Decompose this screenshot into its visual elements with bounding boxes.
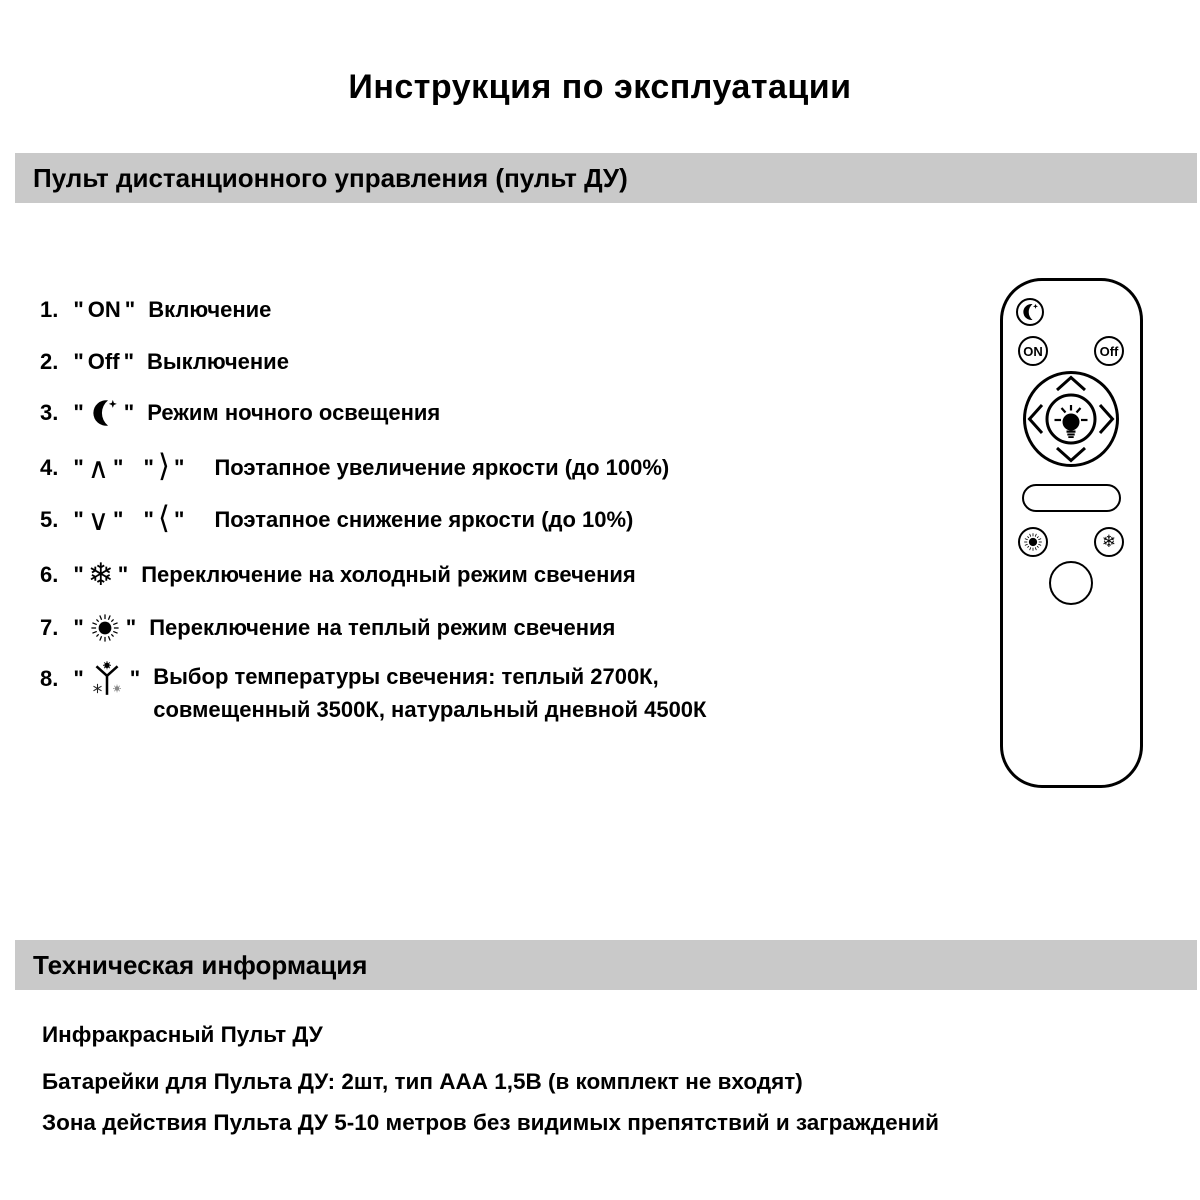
on-button-label: ON — [87, 297, 121, 322]
quote-mark: " — [129, 666, 141, 691]
quote-mark: " — [73, 349, 84, 374]
bottom-round-button — [1049, 561, 1093, 605]
instruction-item-2 — [40, 344, 289, 380]
tech-info-line: Батарейки для Пульта ДУ: 2шт, тип ААА 1,5В (в комплект не входят) — [42, 1069, 803, 1094]
chevron-up-symbol: ∧ — [87, 450, 110, 485]
quote-mark: " — [143, 507, 154, 532]
item-number: 8. — [40, 666, 59, 691]
warm-mode-button — [1018, 527, 1048, 557]
quote-mark: " — [73, 455, 84, 480]
item-text-line-2: совмещенный 3500К, натуральный дневной 4500К — [153, 697, 707, 722]
chevron-up-icon — [1057, 378, 1085, 391]
item-text: Поэтапное снижение яркости (до 10%) — [214, 507, 634, 532]
night-mode-button — [1016, 298, 1044, 326]
quote-mark: " — [125, 615, 137, 640]
sun-icon — [88, 611, 122, 645]
quote-mark: " — [113, 507, 124, 532]
instruction-item-3 — [40, 395, 440, 431]
chevron-left-icon — [1030, 405, 1043, 433]
sun-icon — [1022, 531, 1044, 553]
quote-mark: " — [124, 297, 136, 322]
item-text: Переключение на холодный режим свечения — [141, 562, 636, 587]
quote-mark: " — [123, 400, 135, 425]
quote-mark: " — [73, 507, 84, 532]
tech-info-line: Зона действия Пульта ДУ 5-10 метров без видимых препятствий и заграждений — [42, 1110, 939, 1135]
moon-star-icon — [1020, 302, 1040, 322]
chevron-right-icon — [1100, 405, 1113, 433]
chevron-down-symbol: ∨ — [87, 502, 110, 537]
item-text — [153, 660, 706, 726]
tech-info-line: Инфракрасный Пульт ДУ — [42, 1022, 323, 1047]
bar-button — [1022, 484, 1121, 512]
section-header-tech-label: Техническая информация — [33, 949, 368, 980]
quote-mark: " — [73, 562, 84, 587]
remote-control-illustration — [1000, 278, 1143, 788]
brightness-nav-pad — [1021, 369, 1121, 469]
item-text: Поэтапное увеличение яркости (до 100%) — [214, 455, 670, 480]
item-number: 4. — [40, 455, 59, 480]
bulb-icon — [1055, 405, 1088, 438]
quote-mark: " — [123, 349, 134, 374]
item-number: 2. — [40, 349, 59, 374]
section-header-tech — [15, 940, 1197, 990]
chevron-left-symbol: ⟨ — [157, 499, 171, 536]
section-header-remote — [15, 153, 1197, 203]
quote-mark: " — [113, 455, 124, 480]
instruction-item-8 — [40, 660, 706, 732]
item-text-line-1: Выбор температуры свечения: теплый 2700К, — [153, 664, 659, 689]
item-number: 3. — [40, 400, 59, 425]
instruction-item-1 — [40, 292, 271, 328]
chevron-down-icon — [1057, 448, 1085, 461]
off-button — [1094, 336, 1124, 366]
quote-mark: " — [73, 666, 84, 691]
quote-mark: " — [174, 455, 185, 480]
instruction-item-6 — [40, 557, 636, 593]
quote-mark: " — [117, 562, 129, 587]
on-button-label: ON — [1023, 343, 1043, 359]
instruction-item-4 — [40, 447, 670, 486]
item-number: 7. — [40, 615, 59, 640]
off-button-label: Off — [1099, 343, 1119, 359]
cold-mode-button — [1094, 527, 1124, 557]
quote-mark: " — [73, 400, 84, 425]
color-temperature-icon — [88, 660, 126, 698]
item-text: Включение — [148, 297, 272, 322]
quote-mark: " — [143, 455, 154, 480]
snowflake-icon: ❄ — [1101, 531, 1117, 552]
quote-mark: " — [174, 507, 185, 532]
quote-mark: " — [73, 297, 84, 322]
item-text: Режим ночного освещения — [147, 400, 441, 425]
moon-star-icon — [88, 397, 120, 429]
item-number: 1. — [40, 297, 59, 322]
off-button-label: Off — [87, 349, 120, 374]
instruction-item-5 — [40, 499, 634, 538]
instruction-item-7 — [40, 610, 615, 646]
item-number: 6. — [40, 562, 59, 587]
item-text: Переключение на теплый режим свечения — [149, 615, 616, 640]
page-title: Инструкция по эксплуатации — [348, 68, 852, 106]
chevron-right-symbol: ⟩ — [157, 447, 171, 484]
on-button — [1018, 336, 1048, 366]
section-header-remote-label: Пульт дистанционного управления (пульт ДУ) — [33, 162, 628, 193]
quote-mark: " — [73, 615, 84, 640]
item-number: 5. — [40, 507, 59, 532]
item-text: Выключение — [147, 349, 289, 374]
snowflake-icon: ❄ — [87, 556, 114, 593]
